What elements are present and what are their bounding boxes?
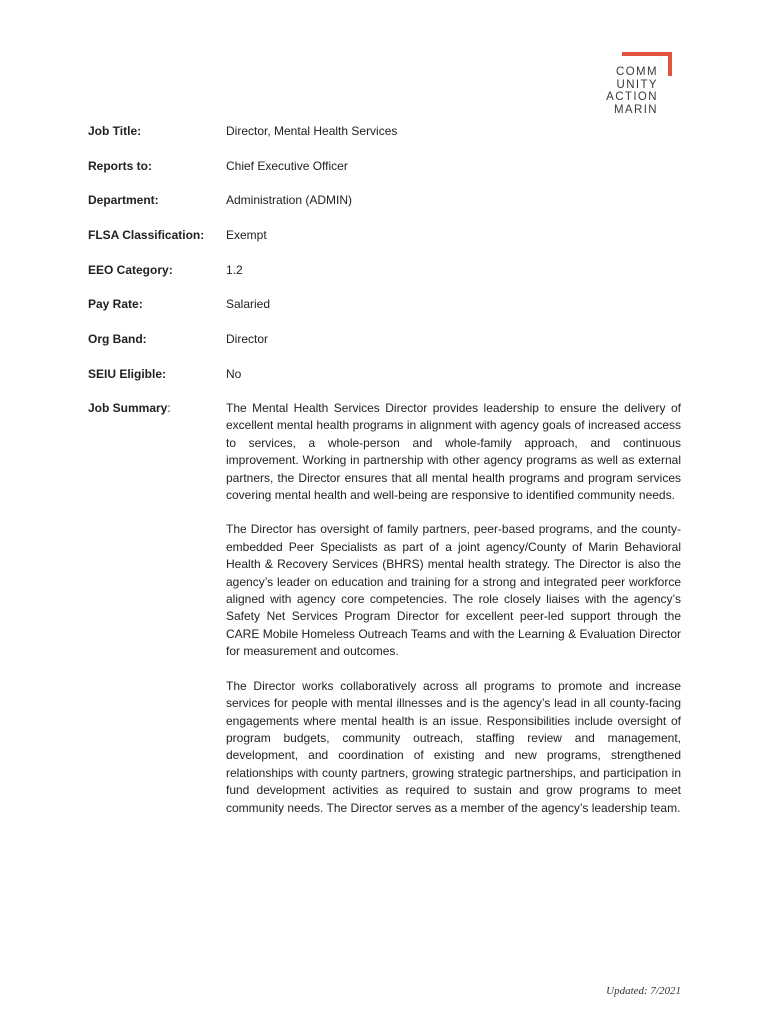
summary-paragraph: The Director works collaboratively across all programs to promote and increase services for people with mental illnesses and is the agency’s lead in all county-facing engagements where mental health is an issue. Responsibilities include oversight of program budgets, community outreach, staffing review and management, development, and coordination of existing and new programs, strengthened relationships with county partners, growing strategic partnerships, and participation in fund development activities as required to sustain and grow programs to meet community needs. The Director serves as a member of the agency’s leadership team. (226, 678, 681, 815)
field-pay-rate (88, 297, 688, 315)
field-department (88, 193, 688, 211)
field-label: SEIU Eligible: (88, 367, 167, 381)
field-value: Administration (ADMIN) (226, 193, 353, 207)
field-job-title (88, 124, 688, 142)
field-label: FLSA Classification: (88, 228, 205, 242)
summary-paragraph: The Director has oversight of family partners, peer-based programs, and the county- embedded Peer Specialists as part of a joint agency/County of Marin Behavioral Health & Recovery Services (BHRS) mental health strategy. The Director is also the agency’s leader on education and training for a strong and integrated peer workforce aligned with agency core competencies. The role closely liaises with the agency’s Safety Net Services Program Director for excellent peer-led support through the CARE Mobile Homeless Outreach Teams and with the Learning & Evaluation Director for measurement and outcomes. (226, 522, 681, 659)
field-reports-to (88, 159, 688, 177)
job-summary-label-text: Job Summary (88, 401, 168, 415)
field-label: Org Band: (88, 332, 147, 346)
logo-line: MARIN (613, 103, 658, 116)
updated-date: Updated: 7/2021 (606, 985, 681, 997)
field-value: Salaried (226, 297, 271, 311)
summary-paragraph: The Mental Health Services Director provides leadership to ensure the delivery of excellent mental health programs in alignment with agency goals of increased access to services, a whole-person and whole-family approach, and continuous improvement. Working in partnership with other agency programs as well as external partners, the Director ensures that all mental health programs and program services covering mental health and well-being are responsive to identified community needs. (226, 401, 681, 503)
field-value: 1.2 (226, 263, 243, 277)
field-value: Director (226, 332, 269, 346)
field-eeo-category (88, 263, 688, 281)
field-value: Chief Executive Officer (226, 159, 348, 173)
job-summary-label (88, 401, 171, 415)
field-label: Reports to: (88, 159, 152, 173)
community-action-marin-logo (602, 66, 658, 116)
job-summary-body (226, 400, 681, 834)
field-value: Director, Mental Health Services (226, 124, 398, 138)
field-seiu-eligible (88, 367, 688, 385)
field-label: EEO Category: (88, 263, 173, 277)
logo-line: COMM (615, 66, 658, 78)
field-value: No (226, 367, 242, 381)
field-flsa-classification (88, 228, 688, 246)
field-label: Pay Rate: (88, 297, 143, 311)
logo-line: UNITY (616, 78, 658, 91)
logo-line: ACTION (606, 91, 658, 103)
field-label: Job Title: (88, 124, 142, 138)
field-org-band (88, 332, 688, 350)
job-summary-colon: : (167, 401, 171, 415)
field-value: Exempt (226, 228, 267, 242)
field-label: Department: (88, 193, 159, 207)
